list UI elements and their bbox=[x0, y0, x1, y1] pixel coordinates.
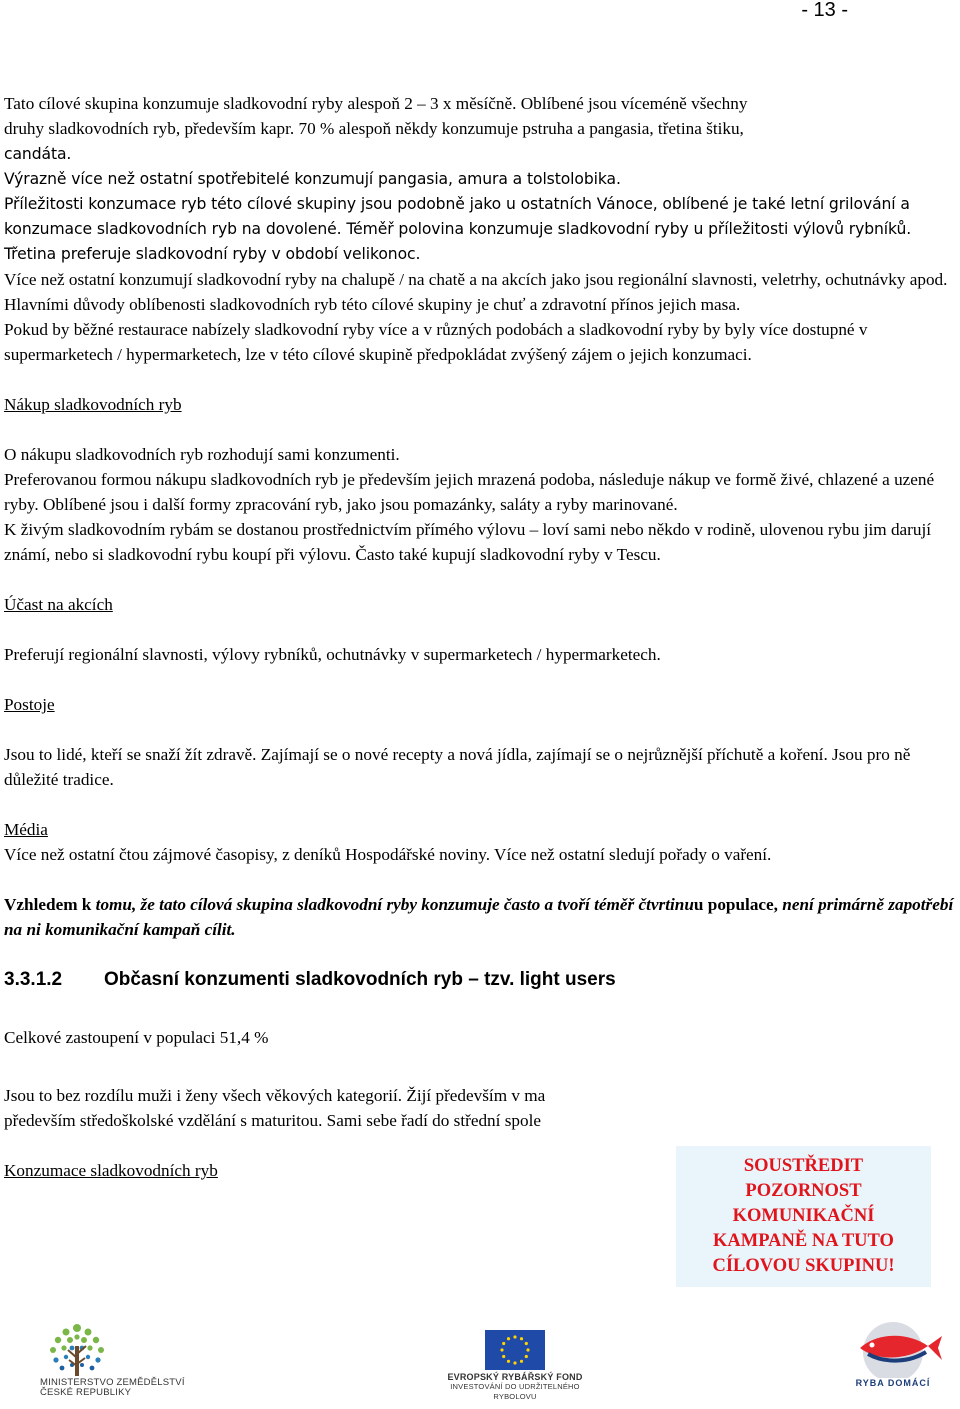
paragraph-occasions: Příležitosti konzumace ryb této cílové skupiny jsou podobně jako u ostatních Vánoce, oblíbené je také letní grilování a konzumace sladkovodních ryb na dovolené. Téměř polovina konzumuje sladkovodní ryby u příležitosti výlovů rybníků. Třetina preferuje sladkovodní ryby v období velikonoc. bbox=[4, 195, 912, 263]
paragraph-consumption-frequency: Tato cílové skupina konzumuje sladkovodní ryby alespoň 2 – 3 x měsíčně. Oblíbené jsou víceméně všechny druhy sladkovodních ryb, především kapr. 70 % alespoň někdy konzumuje pstruha a pangasia, třetina štiku, candáta. bbox=[4, 94, 748, 163]
ministry-logo: MINISTERSTVO ZEMĚDĚLSTVÍ ČESKÉ REPUBLIKY bbox=[0, 1318, 230, 1398]
paragraph-nakup-forms: Preferovanou formou nákupu sladkovodních ryb je především jejich mrazená podoba, následuje nákup ve formě živé, chlazené a uzené ryby. Oblíbené jsou i další formy zpracování ryb, jako jsou pomazánky, saláty a ryby marinované. bbox=[4, 470, 935, 514]
heading-postoje: Postoje bbox=[4, 695, 55, 714]
callout-box: SOUSTŘEDIT POZORNOST KOMUNIKAČNÍ KAMPANĚ NA TUTO CÍLOVOU SKUPINU! bbox=[676, 1146, 931, 1287]
document-body bbox=[4, 91, 960, 1183]
eu-fund-logo: EVROPSKÝ RYBÁŘSKÝ FOND INVESTOVÁNÍ DO UDRŽITELNÉHO RYBOLOVU bbox=[440, 1318, 590, 1402]
fish-logo-icon bbox=[838, 1318, 948, 1378]
paragraph-postoje: Jsou to lidé, kteří se snaží žít zdravě. Zajímají se o nové recepty a nová jídla, zajímají se o nejrůznější příchutě a koření. Jsou pro ně důležité tradice. bbox=[4, 745, 911, 789]
paragraph-share: Celkové zastoupení v populaci 51,4 % bbox=[4, 1028, 269, 1047]
eu-flag-icon bbox=[485, 1330, 545, 1370]
heading-nakup: Nákup sladkovodních ryb bbox=[4, 395, 182, 414]
heading-konzumace: Konzumace sladkovodních ryb bbox=[4, 1161, 218, 1180]
paragraph-media: Více než ostatní čtou zájmové časopisy, z deníků Hospodářské noviny. Více než ostatní sledují pořady o vaření. bbox=[4, 845, 772, 864]
heading-media: Média bbox=[4, 820, 48, 839]
footer-logos bbox=[0, 1318, 960, 1409]
heading-ucast: Účast na akcích bbox=[4, 595, 113, 614]
paragraph-restaurants: Pokud by běžné restaurace nabízely sladkovodní ryby více a v různých podobách a sladkovodní ryby by byly více dostupné v supermarketech / hypermarketech, lze v této cílové skupině předpokládat zvýšený zájem o jejich konzumaci. bbox=[4, 320, 868, 364]
conclusion: Vzhledem k tomu, že tato cílová skupina sladkovodní ryby konzumuje často a tvoří téměř čtvrtinuu populace, není primárně zapotřebí na ni komunikační kampaň cílit. bbox=[4, 895, 954, 939]
paragraph-nakup-decision: O nákupu sladkovodních ryb rozhodují sami konzumenti. bbox=[4, 445, 400, 464]
paragraph-species: Výrazně více než ostatní spotřebitelé konzumují pangasia, amura a tolstolobika. bbox=[4, 170, 621, 188]
ministry-emblem-icon bbox=[42, 1320, 112, 1378]
paragraph-nakup-live: K živým sladkovodním rybám se dostanou prostřednictvím přímého výlovu – loví sami nebo někdo v rodině, ulovenou rybu jim darují známí, nebo si sladkovodní rybu koupí při výlovu. Často také kupují sladkovodní ryby v Tescu. bbox=[4, 520, 932, 564]
paragraph-demographics: Jsou to bez rozdílu muži i ženy všech věkových kategorií. Žijí především v ma především středoškolské vzdělání s maturitou. Sami sebe řadí do střední spole bbox=[4, 1086, 546, 1130]
section-title: Občasní konzumenti sladkovodních ryb – tzv. light users bbox=[104, 969, 616, 990]
section-number: 3.3.1.2 bbox=[4, 969, 63, 990]
paragraph-reasons: Hlavními důvody oblíbenosti sladkovodních ryb této cílové skupiny je chuť a zdravotní přínos jejich masa. bbox=[4, 295, 741, 314]
section-heading bbox=[4, 967, 960, 992]
paragraph-places: Více než ostatní konzumují sladkovodní ryby na chalupě / na chatě a na akcích jako jsou regionální slavnosti, veletrhy, ochutnávky apod. bbox=[4, 270, 948, 289]
ryba-domaci-logo: RYBA DOMÁCÍ bbox=[826, 1318, 960, 1388]
paragraph-ucast: Preferují regionální slavnosti, výlovy rybníků, ochutnávky v supermarketech / hypermarketech. bbox=[4, 645, 661, 664]
page-number: - 13 - bbox=[801, 0, 848, 21]
